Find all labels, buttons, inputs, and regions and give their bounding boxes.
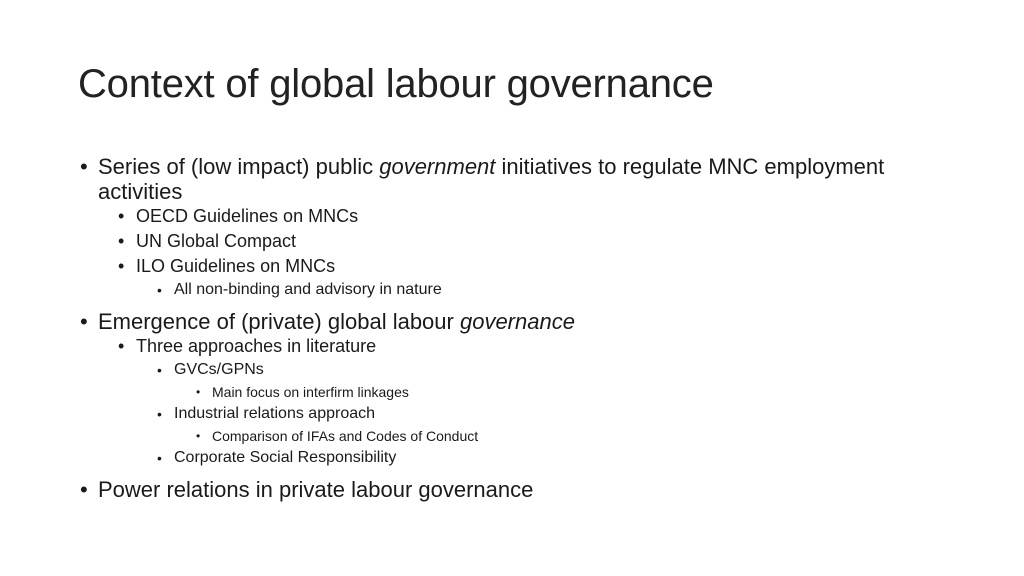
emphasis-text: governance [459, 309, 575, 334]
bullet-icon: • [118, 206, 125, 226]
bullet-item [80, 359, 940, 381]
bullet-icon: • [118, 336, 125, 356]
bullet-icon: • [157, 450, 162, 466]
bullet-item [80, 477, 940, 502]
bullet-text: Series of (low impact) public government initiatives to regulate MNC employment activities [98, 154, 885, 204]
bullet-item [80, 403, 940, 425]
emphasis-text: government [379, 154, 496, 179]
bullet-item [80, 425, 940, 447]
bullet-item [80, 279, 940, 301]
bullet-icon: • [118, 231, 125, 251]
bullet-text: Power relations in private labour governance [98, 477, 534, 502]
bullet-text: ILO Guidelines on MNCs [136, 256, 336, 276]
bullet-icon: • [80, 309, 88, 334]
bullet-item [80, 309, 940, 334]
bullet-text: UN Global Compact [136, 231, 297, 251]
bullet-item [80, 334, 940, 359]
bullet-icon: • [157, 406, 162, 422]
bullet-icon: • [157, 282, 162, 298]
bullet-text: OECD Guidelines on MNCs [136, 206, 359, 226]
bullet-text: Comparison of IFAs and Codes of Conduct [212, 428, 479, 444]
bullet-text: Corporate Social Responsibility [174, 449, 397, 466]
bullet-text: GVCs/GPNs [174, 361, 264, 378]
bullet-icon: • [196, 429, 201, 443]
bullet-text: All non-binding and advisory in nature [174, 281, 442, 298]
bullet-icon: • [80, 477, 88, 502]
bullet-text: Emergence of (private) global labour governance [98, 309, 575, 334]
bullet-item [80, 229, 940, 254]
bullet-icon: • [118, 256, 125, 276]
bullet-item [80, 154, 940, 204]
slide-title: Context of global labour governance [78, 62, 714, 106]
bullet-icon: • [157, 362, 162, 378]
bullet-item [80, 204, 940, 229]
bullet-text: Industrial relations approach [174, 405, 376, 422]
bullet-text: Three approaches in literature [136, 336, 377, 356]
bullet-list [80, 154, 940, 502]
bullet-text: Main focus on interfirm linkages [212, 384, 409, 400]
bullet-item [80, 447, 940, 469]
bullet-icon: • [196, 385, 201, 399]
bullet-item [80, 381, 940, 403]
bullet-item [80, 254, 940, 279]
bullet-icon: • [80, 154, 88, 179]
